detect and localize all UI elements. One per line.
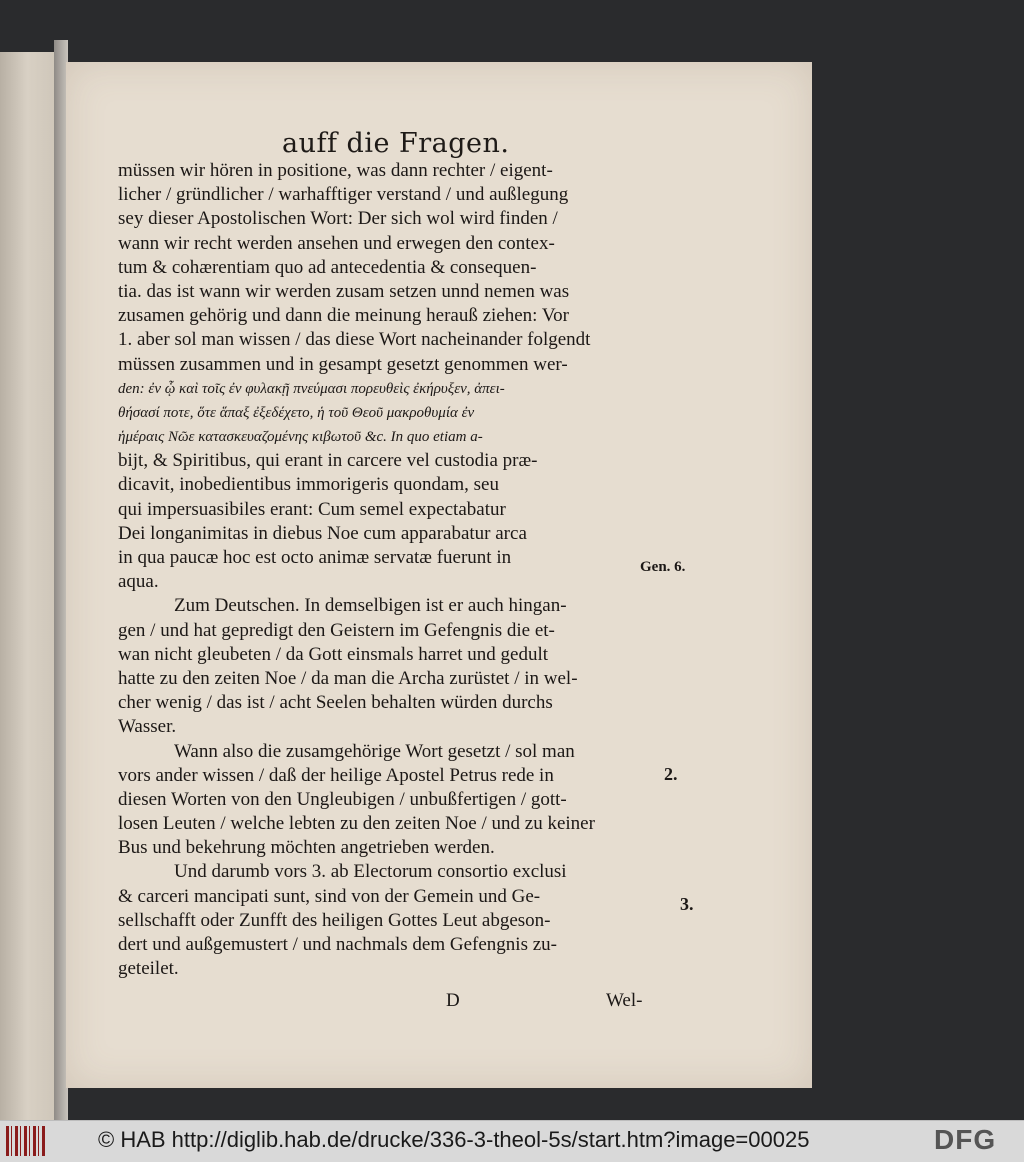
dfg-logo: DFG xyxy=(934,1124,997,1155)
text-line: Zum Deutschen. In demselbigen ist er auch hingan- xyxy=(174,595,567,617)
text-line: geteilet. xyxy=(118,958,179,980)
text-line: dicavit, inobedientibus immorigeris quondam, seu xyxy=(118,474,499,496)
running-head: auff die Fragen. xyxy=(282,128,510,159)
text-line: tia. das ist wann wir werden zusam setzen unnd nemen was xyxy=(118,280,570,302)
text-line: Und darumb vors 3. ab Electorum consortio exclusi xyxy=(174,861,567,883)
text-line-greek: ἡμέραις Νῶε κατασκευαζομένης κιβωτοῦ &c. In quo etiam a- xyxy=(118,429,483,446)
text-line: Wann also die zusamgehörige Wort gesetzt / sol man xyxy=(174,740,575,762)
text-line: Wasser. xyxy=(118,716,177,738)
text-line: & carceri mancipati sunt, sind von der Gemein und Ge- xyxy=(118,885,541,907)
text-line: in qua paucæ hoc est octo animæ servatæ fuerunt in xyxy=(118,547,512,568)
signature-mark: D xyxy=(446,990,460,1011)
marginal-number-2: 2. xyxy=(664,764,678,784)
text-line: wan nicht gleubeten / da Gott einsmals harret und gedult xyxy=(118,643,549,665)
text-line: hatte zu den zeiten Noe / da man die Archa zurüstet / in wel- xyxy=(118,667,578,689)
text-line: vors ander wissen / daß der heilige Apostel Petrus rede in xyxy=(118,764,554,786)
text-line: bijt, & Spiritibus, qui erant in carcere vel custodia præ- xyxy=(118,450,538,472)
text-line: losen Leuten / welche lebten zu den zeiten Noe / und zu keiner xyxy=(118,813,595,835)
text-line: müssen zusammen und in gesampt gesetzt genommen wer- xyxy=(118,353,568,375)
text-line: müssen wir hören in positione, was dann rechter / eigent- xyxy=(118,160,553,181)
text-line: diesen Worten von den Ungleubigen / unbußfertigen / gott- xyxy=(118,788,567,810)
text-line: sey dieser Apostolischen Wort: Der sich wol wird finden / xyxy=(118,208,558,230)
marginal-number-3: 3. xyxy=(680,894,694,914)
marginal-note-gen: Gen. 6. xyxy=(640,559,686,575)
text-line: Dei longanimitas in diebus Noe cum apparabatur arca xyxy=(118,522,527,544)
text-line-greek: θήσασί ποτε, ὅτε ἅπαξ ἐξεδέχετο, ἡ τοῦ Θεοῦ μακροθυμία ἐν xyxy=(118,404,475,421)
text-line: tum & cohærentiam quo ad antecedentia & consequen- xyxy=(118,256,537,278)
text-line: gen / und hat gepredigt den Geistern im Gefengnis die et- xyxy=(118,619,555,641)
text-line: aqua. xyxy=(118,571,159,593)
text-line: cher wenig / das ist / acht Seelen behalten würden durchs xyxy=(118,692,553,714)
text-line: 1. aber sol man wissen / das diese Wort nacheinander folgendt xyxy=(118,329,591,351)
text-line: qui impersuasibiles erant: Cum semel expectabatur xyxy=(118,498,506,520)
catchword: Wel- xyxy=(606,990,643,1011)
text-line: Bus und bekehrung möchten angetrieben werden. xyxy=(118,837,495,859)
barcode-icon xyxy=(6,1126,46,1156)
copyright-link[interactable]: © HAB http://diglib.hab.de/drucke/336-3-theol-5s/start.htm?image=00025 xyxy=(98,1127,810,1152)
text-line-greek: den: ἐν ᾧ καὶ τοῖς ἐν φυλακῇ πνεύμασι πορευθεὶς ἐκήρυξεν, ἀπει- xyxy=(118,380,505,397)
text-line: sellschafft oder Zunfft des heiligen Gottes Leut abgeson- xyxy=(118,909,551,931)
text-line: wann wir recht werden ansehen und erwegen den contex- xyxy=(118,232,555,254)
text-line: zusamen gehörig und dann die meinung herauß ziehen: Vor xyxy=(118,305,569,327)
text-line: licher / gründlicher / warhafftiger verstand / und außlegung xyxy=(118,184,569,206)
main-text xyxy=(118,159,663,981)
text-line: dert und außgemustert / und nachmals dem Gefengnis zu- xyxy=(118,934,557,955)
